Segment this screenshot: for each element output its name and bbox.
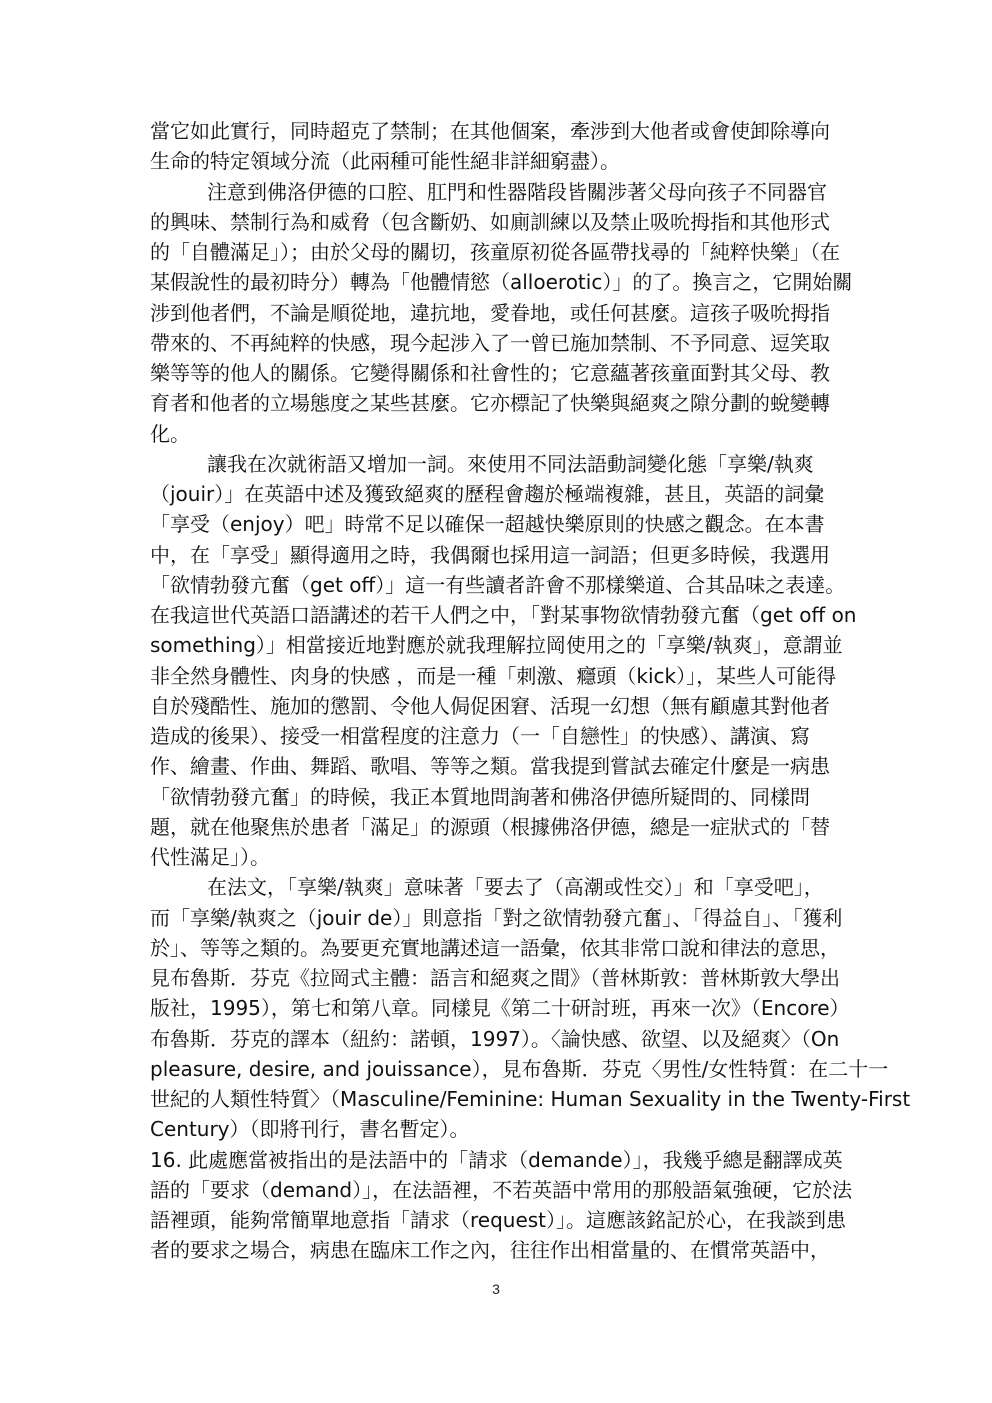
text-line: 者的要求之場合，病患在臨床工作之內，往往作出相當量的、在慣常英語中，: [150, 1238, 830, 1263]
text-line: 帶來的、不再純粹的快感，現今起涉入了一曾已施加禁制、不予同意、逗笑取: [150, 330, 830, 355]
text-line: 世紀的人類性特質〉（Masculine/Feminine: Human Sexuality in the Twenty-First: [150, 1087, 911, 1111]
paragraph-french: [150, 872, 911, 1144]
text-line: 布魯斯．芬克的譯本（紐約：諾頓，1997）。〈論快感、欲望、以及絕爽〉（On: [150, 1026, 840, 1051]
text-line: 化。: [150, 421, 190, 446]
text-line: 而「享樂/執爽之（jouir de）」則意指「對之欲情勃發亢奮」、「得益自」、「獲利: [150, 905, 843, 930]
text-line: 造成的後果）、接受一相當程度的注意力（一「自戀性」的快感）、講演、寫: [150, 724, 810, 748]
paragraph-continuation: [150, 116, 844, 177]
text-line: 的興味、禁制行為和威脅（包含斷奶、如廁訓練以及禁止吸吮拇指和其他形式: [150, 209, 830, 234]
paragraph-alloerotic: [150, 177, 853, 449]
text-line: 版社，1995），第七和第八章。同樣見《第二十研討班，再來一次》（Encore）: [150, 996, 850, 1021]
text-line: 作、繪畫、作曲、舞蹈、歌唱、等等之類。當我提到嘗試去確定什麼是一病患: [150, 754, 830, 779]
text-line: 在法文，「享樂/執爽」意味著「要去了（高潮或性交）」和「享受吧」，: [207, 875, 824, 900]
page-number: 3: [492, 1281, 500, 1297]
paragraph-jouir: [150, 449, 857, 873]
text-line: 語的「要求（demand）」，在法語裡，不若英語中常用的那般語氣強硬，它於法: [150, 1177, 853, 1202]
text-line: 涉到他者們，不論是順從地，違抗地，愛眷地，或任何甚麼。這孩子吸吮拇指: [150, 300, 830, 325]
text-line: Century）（即將刊行，書名暫定）。: [150, 1117, 470, 1142]
text-line: 中，在「享受」顯得適用之時，我偶爾也採用這一詞語；但更多時候，我選用: [150, 542, 830, 567]
text-line: 育者和他者的立場態度之某些甚麼。它亦標記了快樂與絕爽之隙分劃的蛻變轉: [150, 391, 830, 416]
text-line: 代性滿足」）。: [150, 845, 270, 869]
text-line: 當它如此實行，同時超克了禁制；在其他個案，牽涉到大他者或會使卸除導向: [150, 119, 830, 143]
text-line: 語裡頭，能夠常簡單地意指「請求（request）」。這應該銘記於心，在我談到患: [150, 1208, 847, 1232]
text-line: （jouir）」在英語中述及獲致絕爽的歷程會趨於極端複雜，甚且，英語的詞彙: [150, 482, 825, 506]
text-line: 16. 此處應當被指出的是法語中的「請求（demande）」，我幾乎總是翻譯成英: [150, 1147, 843, 1172]
text-line: 讓我在次就術語又增加一詞。來使用不同法語動詞變化態「享樂/執爽: [207, 451, 814, 476]
text-line: pleasure, desire, and jouissance），見布魯斯．芬克〈男性/女性特質：在二十一: [150, 1056, 889, 1081]
text-line: 「欲情勃發亢奮（get off）」這一有些讀者許會不那樣樂道、合其品味之表達。: [150, 572, 846, 597]
text-line: 題，就在他聚焦於患者「滿足」的源頭（根據佛洛伊德，總是一症狀式的「替: [150, 814, 830, 839]
text-line: 「欲情勃發亢奮」的時候，我正本質地問詢著和佛洛伊德所疑問的、同樣問: [150, 784, 810, 809]
text-line: 非全然身體性、肉身的快感 ，而是一種「刺激、癮頭（kick）」，某些人可能得: [150, 663, 837, 688]
text-line: 生命的特定領域分流（此兩種可能性絕非詳細窮盡）。: [150, 149, 620, 174]
text-line: 樂等等的他人的關係。它變得關係和社會性的；它意蘊著孩童面對其父母、教: [150, 361, 830, 385]
text-line: 在我這世代英語口語講述的若干人們之中，「對某事物欲情勃發亢奮（get off on: [150, 603, 857, 627]
paragraph-note-16: [150, 1145, 853, 1266]
text-line: 的「自體滿足」）；由於父母的關切，孩童原初從各區帶找尋的「純粹快樂」（在: [150, 240, 840, 264]
text-line: something）」相當接近地對應於就我理解拉岡使用之的「享樂/執爽」，意謂並: [150, 633, 843, 658]
text-line: 自於殘酷性、施加的懲罰、令他人侷促困窘、活現一幻想（無有顧慮其對他者: [150, 693, 830, 718]
text-line: 某假說性的最初時分）轉為「他體情慾（alloerotic）」的了。換言之，它開始關: [150, 270, 853, 295]
text-line: 注意到佛洛伊德的口腔、肛門和性器階段皆關涉著父母向孩子不同器官: [207, 179, 827, 204]
text-line: 「享受（enjoy）吧」時常不足以確保一超越快樂原則的快感之觀念。在本書: [150, 512, 825, 537]
text-line: 於」、等等之類的。為要更充實地講述這一語彙，依其非常口說和律法的意思，: [150, 935, 840, 960]
text-line: 見布魯斯．芬克《拉岡式主體：語言和絕爽之間》（普林斯敦：普林斯敦大學出: [150, 966, 840, 990]
body-text: [150, 116, 911, 1266]
